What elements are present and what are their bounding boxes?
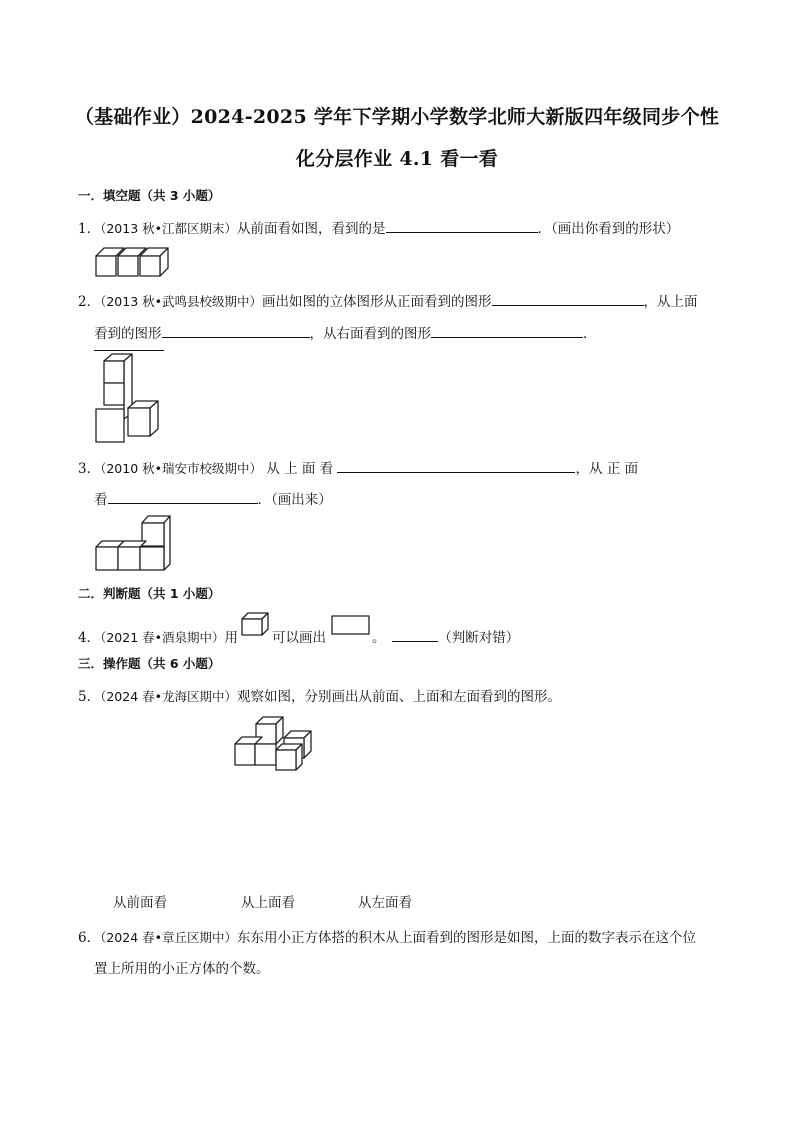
answer-blank-top[interactable] [337,460,575,473]
question-text: ，从上面 [643,294,698,310]
view-label-top: 从上面看 [241,895,295,911]
question-text: ． [583,326,597,342]
question-source: （2024 春•龙海区期中） [100,689,238,704]
question-source: （2010 秋•瑞安市校级期中） [100,461,263,476]
question-2-line2 [94,322,597,342]
question-text: 看到的图形 [94,326,162,342]
question-3-line2 [94,488,332,508]
question-text: （判断对错） [438,630,520,646]
question-3-line1 [78,457,638,477]
question-2-line1 [78,290,698,310]
question-source: （2021 春•酒泉期中） [100,630,225,645]
question-text: 用 [224,630,239,646]
question-6-line2 [94,957,270,977]
section-heading-fill: 一．填空题（共 3 小题） [78,188,221,203]
question-text: 可以画出 [272,630,326,646]
question-text: ，从 正 面 [575,461,639,477]
question-text: 从前面看如图，看到的是 [237,221,386,237]
question-source: （2013 秋•武鸣县校级期中） [100,294,263,309]
answer-blank[interactable] [386,220,538,233]
question-text: ．（画出来） [257,492,332,508]
q5-cube-figure [232,714,314,772]
page-title-line1: （基础作业）2024-2025 学年下学期小学数学北师大新版四年级同步个性 [74,106,720,128]
question-4 [78,626,238,646]
section-heading-operate: 三．操作题（共 6 小题） [78,656,221,671]
question-text: 从 上 面 看 [266,461,334,477]
answer-blank-judge[interactable] [392,629,438,642]
answer-blank-extension [94,350,164,351]
question-4-end [372,626,519,646]
question-number: 1． [78,221,101,237]
q1-cube-figure [94,243,170,279]
view-label-left: 从左面看 [358,895,412,911]
question-number: 5． [78,689,101,705]
question-number: 6． [78,930,101,946]
view-label-front: 从前面看 [113,895,167,911]
question-text: ，从右面看到的图形 [309,326,431,342]
q3-cube-figure [94,513,172,573]
q2-cube-figure [94,353,166,445]
section-heading-judge: 二．判断题（共 1 小题） [78,586,221,601]
question-text: 置上所用的小正方体的个数。 [94,961,270,977]
question-number: 3． [78,461,101,477]
question-4-cont [272,626,326,646]
question-text: 观察如图，分别画出从前面、上面和左面看到的图形。 [237,689,562,705]
answer-blank-top[interactable] [162,325,310,338]
page-title-line2: 化分层作业 4.1 看一看 [295,148,499,170]
answer-blank-right[interactable] [431,325,583,338]
q4-rectangle-icon [331,614,371,636]
question-source: （2024 春•章丘区期中） [100,930,238,945]
question-text: 东东用小正方体搭的积木从上面看到的图形是如图，上面的数字表示在这个位 [237,930,697,946]
question-text: 看 [94,492,108,508]
question-5 [78,685,561,705]
question-text: 画出如图的立体图形从正面看到的图形 [262,294,492,310]
answer-blank-front[interactable] [108,491,258,504]
q4-cube-icon [240,611,270,637]
question-text: ．（画出你看到的形状） [537,221,680,237]
question-text: 。 [372,630,379,646]
question-number: 2． [78,294,101,310]
question-6-line1 [78,926,696,946]
question-1 [78,217,679,237]
answer-blank-front[interactable] [492,293,644,306]
question-source: （2013 秋•江都区期末） [100,221,238,236]
question-number: 4． [78,630,101,646]
